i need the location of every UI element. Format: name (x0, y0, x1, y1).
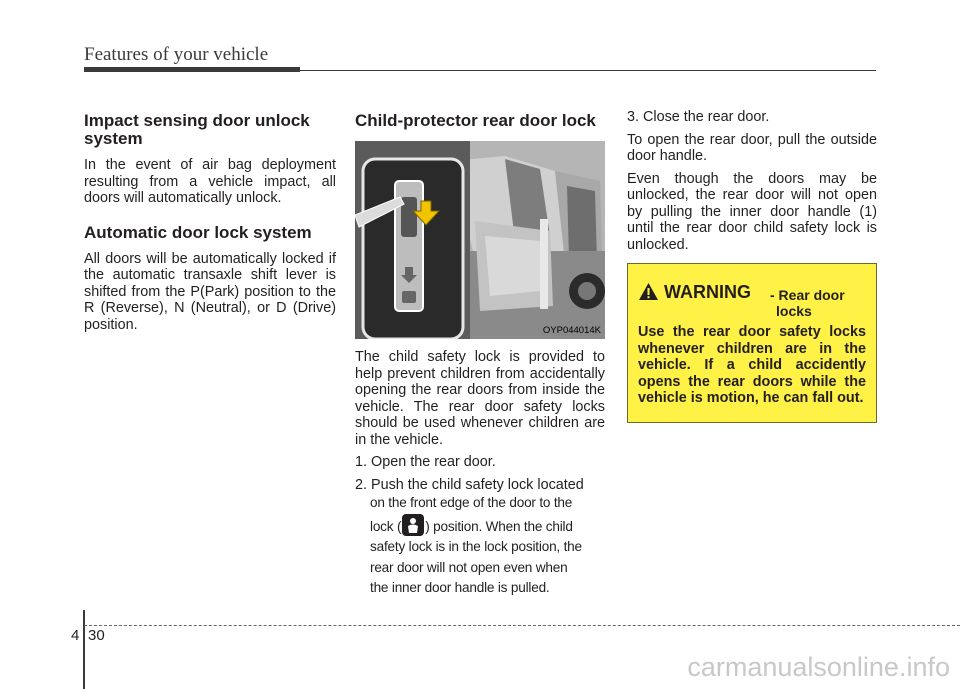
warning-subtitle-2: locks (776, 303, 812, 319)
header-title: Features of your vehicle (84, 44, 269, 65)
child-lock-icon (402, 514, 424, 536)
column-right (627, 109, 877, 259)
section-body-auto-lock: All doors will be automatically locked if the automatic transaxle shift lever is shifted from the P(Park) position to the R (Reverse), N (Neutral), or D (Drive) position. (84, 250, 336, 333)
column-left (84, 112, 336, 339)
section-body-impact-unlock: In the event of air bag deployment resulting from a vehicle impact, all doors will automatically unlock. (84, 157, 336, 206)
step-2-line-2: on the front edge of the door to the (370, 495, 573, 510)
step-2-line-1: 2. Push the child safety lock located (355, 476, 584, 493)
child-lock-description: The child safety lock is provided to help prevent children from accidentally opening the rear doors from inside the vehicle. The rear door safety locks should be used whenever children are in the vehicle. (355, 349, 605, 448)
step-2-line-3 (355, 514, 605, 538)
warning-subtitle-1: - Rear door (770, 287, 845, 303)
footer-dashed-rule (84, 625, 960, 626)
step-2-line-4: safety lock is in the lock position, the (370, 539, 582, 554)
footer-vertical-rule (83, 610, 85, 689)
section-title-auto-lock: Automatic door lock system (84, 222, 312, 242)
step-2-post-icon: ) position. When the child (425, 518, 573, 534)
step-2-line-6: the inner door handle is pulled. (370, 580, 550, 595)
header-rule-thick (84, 67, 300, 72)
step-2-pre-icon: lock ( (370, 518, 402, 534)
warning-heading: WARNING (664, 282, 751, 302)
step-3: 3. Close the rear door. (627, 109, 770, 125)
warning-triangle-icon (638, 282, 659, 301)
warning-box (627, 263, 877, 423)
section-title-child-lock: Child-protector rear door lock (355, 111, 596, 130)
header-rule-thin (300, 70, 876, 72)
page-number: 30 (88, 627, 105, 644)
warning-header (638, 274, 866, 319)
column-middle (355, 112, 605, 599)
unlock-note-text: Even though the doors may be unlocked, the rear door will not open by pulling the inner door handle (1) until the rear door child safety lock is unlocked. (627, 170, 877, 253)
step-2-line-5: rear door will not open even when (370, 559, 568, 575)
chapter-number: 4 (71, 627, 80, 644)
step-1: 1. Open the rear door. (355, 454, 496, 470)
warning-body: Use the rear door safety locks whenever children are in the vehicle. If a child accidently opens the rear doors while the vehicle is motion, he can fall out. (638, 324, 866, 407)
rear-door-illustration (355, 141, 605, 339)
figure-code: OYP044014K (542, 325, 601, 336)
child-lock-figure (355, 141, 605, 339)
section-title-impact-unlock: Impact sensing door unlock system (84, 111, 310, 148)
step-2 (355, 477, 605, 599)
watermark-text: carmanualsonline.info (687, 652, 950, 682)
open-rear-door-text: To open the rear door, pull the outside door handle. (627, 131, 877, 164)
